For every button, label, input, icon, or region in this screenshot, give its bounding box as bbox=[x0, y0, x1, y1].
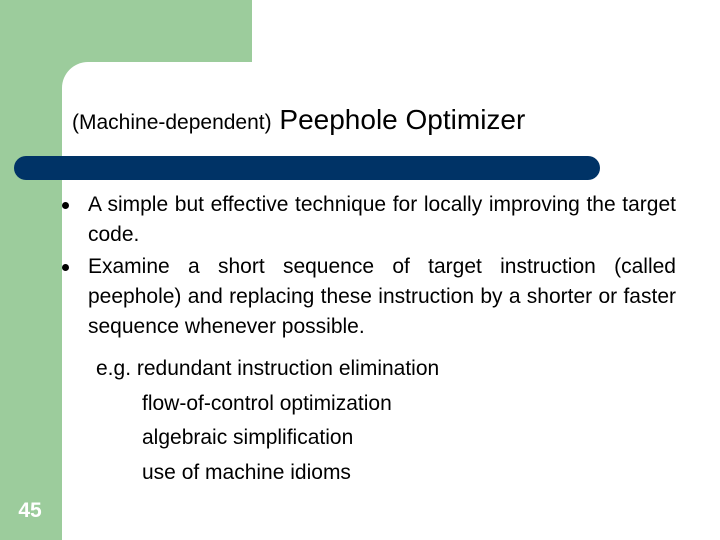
examples-block bbox=[96, 352, 439, 490]
example-lead: e.g. redundant instruction elimination bbox=[96, 357, 440, 380]
bullet-dot-icon bbox=[62, 202, 69, 209]
bullet-item bbox=[62, 190, 676, 250]
title-prefix: (Machine-dependent) bbox=[72, 111, 272, 134]
example-item: algebraic simplification bbox=[142, 426, 354, 449]
title-main: Peephole Optimizer bbox=[279, 104, 526, 135]
example-item: flow-of-control optimization bbox=[142, 391, 392, 415]
bullet-dot-icon bbox=[62, 264, 69, 271]
bullet-text: A simple but effective technique for locally improving the target code. bbox=[88, 193, 676, 246]
bullet-item bbox=[62, 252, 676, 342]
slide-title bbox=[72, 100, 525, 143]
page-number: 45 bbox=[18, 499, 42, 522]
title-underline-bar bbox=[14, 156, 600, 180]
example-item: use of machine idioms bbox=[142, 460, 351, 484]
bullet-list bbox=[62, 190, 676, 344]
bullet-text: Examine a short sequence of target instruction (called peephole) and replacing these instruction by a shorter or faster sequence whenever possible. bbox=[88, 255, 676, 338]
